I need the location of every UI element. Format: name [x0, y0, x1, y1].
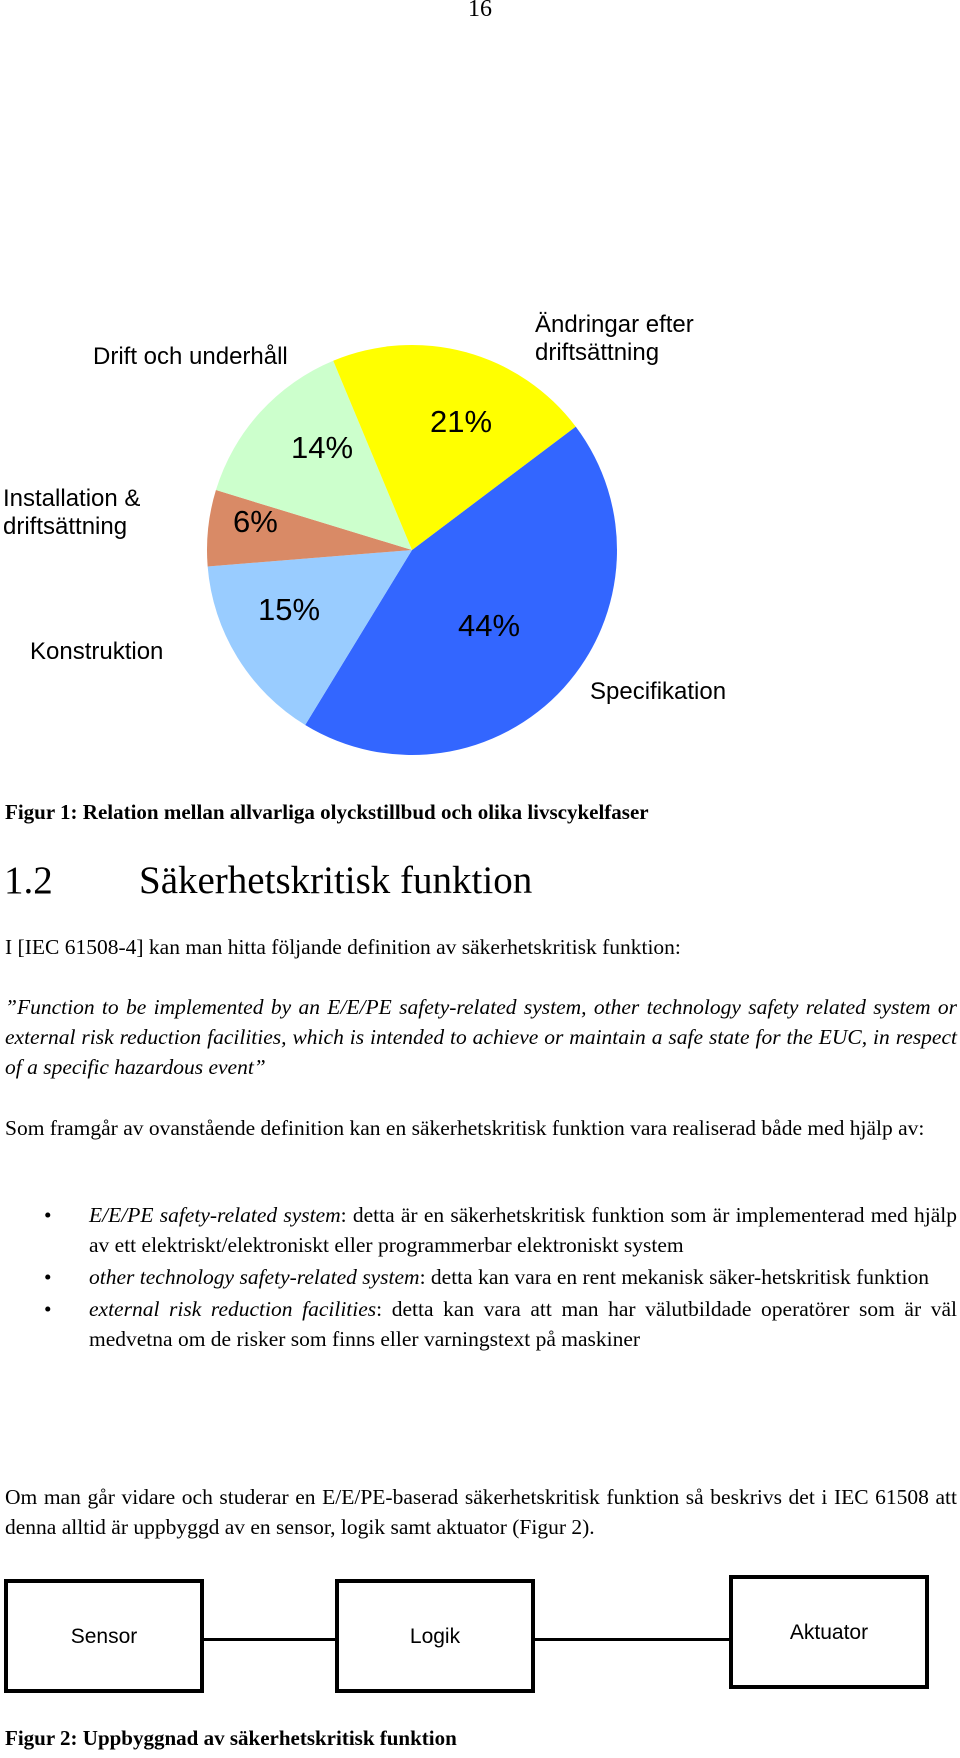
bullet-term: E/E/PE safety-related system [89, 1203, 341, 1227]
connector-logik-aktuator [531, 1638, 731, 1641]
bullet-term: other technology safety-related system [89, 1265, 420, 1289]
connector-sensor-logik [202, 1638, 336, 1641]
figure2-caption: Figur 2: Uppbyggnad av säkerhetskritisk funktion [5, 1726, 457, 1750]
logik-box [335, 1579, 535, 1693]
bullet-list [0, 1200, 960, 1356]
section-title: Säkerhetskritisk funktion [139, 859, 533, 902]
intro-paragraph: I [IEC 61508-4] kan man hitta följande definition av säkerhetskritisk funktion: [5, 935, 681, 959]
bullet-dot: • [44, 1265, 52, 1289]
pie-chart [0, 280, 960, 780]
list-item [0, 1262, 960, 1292]
pct-installation: 6% [233, 504, 278, 539]
label-installation-line2: driftsättning [3, 513, 128, 540]
label-andringar-line1: Ändringar efter [535, 311, 694, 338]
list-item [0, 1294, 960, 1354]
section-heading [4, 858, 532, 903]
label-specifikation: Specifikation [590, 678, 727, 705]
pct-andringar: 21% [430, 404, 493, 439]
sensor-box [4, 1579, 204, 1693]
pct-drift: 14% [291, 430, 354, 465]
bullet-text: : detta är en säkerhetskritisk funktion som är implementerad med hjälp av ett elektriskt/elektroniskt eller programmerbar elektroniskt system [89, 1203, 957, 1257]
sensor-label: Sensor [70, 1625, 138, 1648]
aktuator-label: Aktuator [789, 1621, 869, 1644]
pct-konstruktion: 15% [258, 592, 321, 627]
label-konstruktion: Konstruktion [30, 638, 164, 665]
paragraph-3: Om man går vidare och studerar en E/E/PE-baserad säkerhetskritisk funktion så beskrivs det i IEC 61508 att denna alltid är uppbyggd av en sensor, logik samt aktuator (Figur 2). [5, 1485, 957, 1539]
bullet-dot: • [44, 1297, 52, 1321]
bullet-text: : detta kan vara att man har välutbildade operatörer som är väl medvetna om de risker som finns eller varningstext på maskiner [89, 1297, 957, 1351]
pct-specifikation: 44% [458, 608, 521, 643]
paragraph-2: Som framgår av ovanstående definition kan en säkerhetskritisk funktion vara realiserad både med hjälp av: [5, 1116, 925, 1140]
bullet-text: : detta kan vara en rent mekanisk säker-hetskritisk funktion [419, 1265, 930, 1289]
label-andringar-line2: driftsättning [535, 339, 660, 366]
bullet-term: external risk reduction facilities [89, 1297, 377, 1321]
section-number: 1.2 [4, 859, 53, 902]
label-installation-line1: Installation & [3, 485, 141, 512]
aktuator-box [729, 1575, 929, 1689]
list-item [0, 1200, 960, 1260]
page-number: 16 [468, 0, 492, 22]
label-drift: Drift och underhåll [93, 343, 288, 370]
pie-slices [207, 345, 617, 755]
logik-label: Logik [409, 1625, 461, 1648]
definition-quote: ”Function to be implemented by an E/E/PE safety-related system, other technology safety related system or external risk reduction facilities, which is intended to achieve or maintain a safe state for the EUC, in respect of a specific hazardous event” [5, 995, 957, 1079]
figure1-caption: Figur 1: Relation mellan allvarliga olyckstillbud och olika livscykelfaser [5, 800, 649, 824]
bullet-dot: • [44, 1203, 52, 1227]
